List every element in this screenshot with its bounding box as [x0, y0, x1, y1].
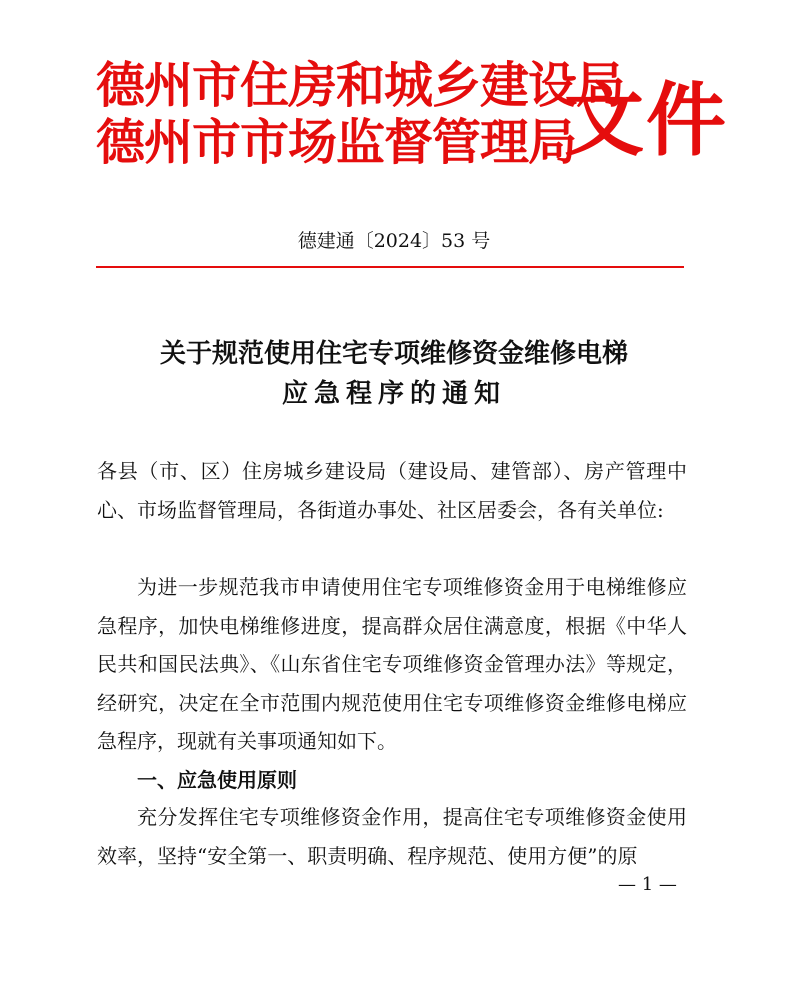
header-divider — [96, 266, 684, 268]
issuing-org-housing-bureau: 德州市住房和城乡建设局 — [96, 57, 625, 114]
document-header — [96, 57, 728, 188]
document-word: 文件 — [564, 74, 728, 167]
page-number: — 1 — — [618, 874, 677, 895]
document-number: 德建通〔2024〕53 号 — [297, 230, 491, 252]
addressee-paragraph: 各县（市、区）住房城乡建设局（建设局、建管部）、房产管理中心、市场监督管理局，各街道办事处、社区居委会，各有关单位: — [97, 459, 687, 522]
notice-title-line-1: 关于规范使用住宅专项维修资金维修电梯 — [159, 339, 628, 369]
notice-title-line-2: 应急程序的通知 — [281, 379, 506, 409]
issuing-org-market-supervision: 德州市市场监督管理局 — [96, 114, 577, 171]
body-paragraph-1: 为进一步规范我市申请使用住宅专项维修资金用于电梯维修应急程序，加快电梯维修进度，提高群众居住满意度，根据《中华人民共和国民法典》、《山东省住宅专项维修资金管理办法》等规定，经研究，决定在全市范围内规范使用住宅专项维修资金维修电梯应急程序，现就有关事项通知如下。 — [97, 575, 687, 753]
body-paragraph-2: 充分发挥住宅专项维修资金作用，提高住宅专项维修资金使用效率，坚持“安全第一、职责明确、程序规范、使用方便”的原 — [97, 805, 687, 868]
section-heading-1: 一、应急使用原则 — [137, 768, 297, 792]
